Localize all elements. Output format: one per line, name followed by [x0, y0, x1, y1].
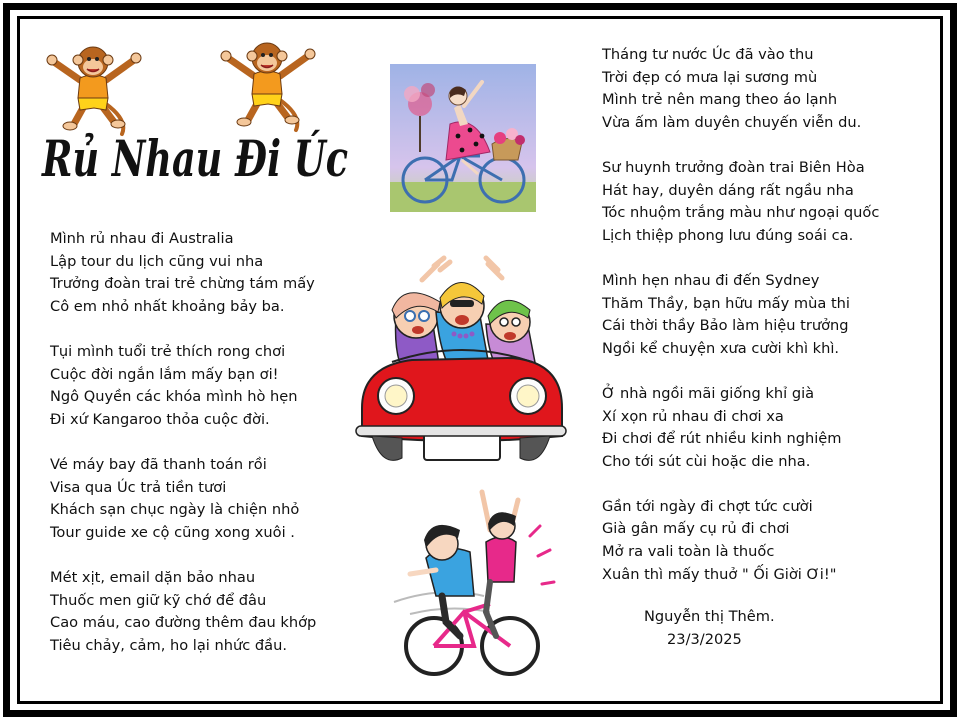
stanza: [50, 228, 316, 318]
poem-line: Cao máu, cao đường thêm đau khớp: [50, 614, 317, 632]
poem-line: Thuốc men giữ kỹ chớ để đâu: [50, 591, 267, 609]
poem-line: Cho tới sút cùi hoặc die nha.: [602, 452, 811, 470]
stanza: [50, 567, 316, 657]
poem-line: Tóc nhuộm trắng màu như ngoại quốc: [602, 204, 880, 222]
poem-title: [38, 118, 358, 198]
poem-right-column: [602, 44, 879, 586]
poem-line: Thăm Thầy, bạn hữu mấy mùa thi: [602, 294, 850, 312]
friends-in-red-car-illustration: [352, 258, 570, 472]
poem-date: 23/3/2025: [667, 631, 742, 648]
poem-title-text: Rủ Nhau Đi Úc: [40, 129, 348, 188]
poem-line: Sư huynh trưởng đoàn trai Biên Hòa: [602, 158, 865, 176]
poem-line: Cuộc đời ngắn lắm mấy bạn ơi!: [50, 365, 279, 383]
poem-line: Vé máy bay đã thanh toán rồi: [50, 455, 267, 473]
woman-on-bicycle-illustration: [390, 64, 536, 212]
poem-line: Xí xọn rủ nhau đi chơi xa: [602, 407, 784, 425]
poem-line: Đi chơi để rút nhiều kinh nghiệm: [602, 430, 842, 448]
poem-line: Khách sạn chục ngày là chiện nhỏ: [50, 501, 300, 519]
author-name: Nguyễn thị Thêm.: [644, 608, 775, 625]
couple-on-bicycle-illustration: [390, 486, 560, 678]
poem-line: Tour guide xe cộ cũng xong xuôi .: [50, 523, 295, 541]
poem-line: Tụi mình tuổi trẻ thích rong chơi: [50, 342, 286, 360]
poem-line: Cô em nhỏ nhất khoảng bảy ba.: [50, 297, 285, 315]
poem-line: Ở nhà ngồi mãi giống khỉ già: [602, 384, 815, 402]
poem-line: Mình hẹn nhau đi đến Sydney: [602, 271, 820, 289]
poem-line: Mình trẻ nên mang theo áo lạnh: [602, 91, 838, 109]
poem-line: Lịch thiệp phong lưu đúng soái ca.: [602, 226, 854, 244]
poem-line: Tiêu chảy, cảm, ho lại nhức đầu.: [50, 636, 287, 654]
poem-line: Mét xịt, email dặn bảo nhau: [50, 568, 256, 586]
stanza: [602, 383, 879, 473]
poem-line: Trời đẹp có mưa lại sương mù: [602, 68, 818, 86]
poem-line: Đi xứ Kangaroo thỏa cuộc đời.: [50, 410, 270, 428]
stanza: [50, 454, 316, 544]
poem-line: Tháng tư nước Úc đã vào thu: [602, 46, 814, 63]
poem-line: Hát hay, duyên dáng rất ngầu nha: [602, 181, 854, 199]
stanza: [602, 157, 879, 247]
poem-line: Cái thời thầy Bảo làm hiệu trưởng: [602, 317, 849, 335]
poem-line: Xuân thì mấy thuở " Ối Giời Ơi!": [602, 565, 837, 583]
poem-line: Ngô Quyền các khóa mình hò hẹn: [50, 388, 298, 406]
poem-line: Lập tour du lịch cũng vui nha: [50, 252, 264, 270]
poem-left-column: [50, 228, 316, 657]
stanza: [602, 44, 879, 134]
poem-line: Vừa ấm làm duyên chuyến viễn du.: [602, 113, 862, 131]
poem-line: Trưởng đoàn trai trẻ chừng tám mấy: [50, 275, 315, 293]
stanza: [602, 496, 879, 586]
poem-line: Già gân mấy cụ rủ đi chơi: [602, 520, 790, 538]
poem-line: Ngồi kể chuyện xưa cười khì khì.: [602, 339, 840, 357]
stanza: [602, 270, 879, 360]
poem-line: Gần tới ngày đi chợt tức cười: [602, 497, 813, 515]
poem-line: Mình rủ nhau đi Australia: [50, 230, 234, 247]
poem-line: Visa qua Úc trả tiền tươi: [50, 478, 227, 496]
poem-line: Mở ra vali toàn là thuốc: [602, 543, 775, 561]
stanza: [50, 341, 316, 431]
